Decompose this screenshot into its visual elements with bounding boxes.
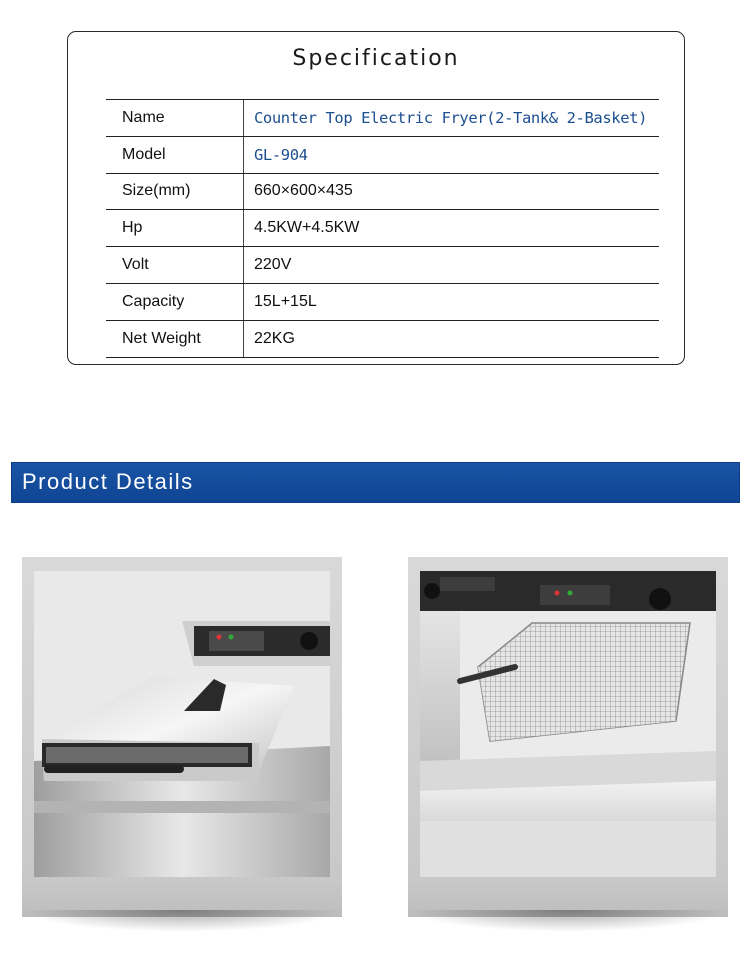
product-details-heading: Product Details: [22, 469, 194, 494]
photo-fryer-with-lid: [22, 557, 342, 917]
spec-row-net-weight: [106, 321, 659, 358]
spec-row-model: [106, 137, 659, 174]
photo-fryer-with-basket: [408, 557, 728, 917]
fryer-lid-illustration: [34, 571, 330, 877]
spec-value: 660×600×435: [254, 182, 353, 200]
spec-row-name: [106, 100, 659, 137]
product-details-banner: [11, 462, 740, 503]
spec-label: Name: [122, 108, 165, 126]
photo-shadow: [22, 910, 342, 932]
spec-value: 22KG: [254, 329, 295, 347]
spec-label: Volt: [122, 256, 149, 274]
spec-value: 15L+15L: [254, 292, 317, 310]
spec-value: 4.5KW+4.5KW: [254, 219, 360, 237]
spec-row-hp: [106, 210, 659, 247]
spec-value: 220V: [254, 256, 292, 274]
spec-label: Capacity: [122, 292, 185, 310]
specification-title: Specification: [292, 46, 460, 71]
spec-row-capacity: [106, 284, 659, 321]
specification-panel: [67, 31, 685, 365]
spec-value: Counter Top Electric Fryer(2-Tank& 2-Basket): [254, 108, 647, 127]
spec-row-volt: [106, 247, 659, 284]
spec-label: Hp: [122, 219, 143, 237]
spec-label: Net Weight: [122, 329, 201, 347]
fryer-basket-illustration: [420, 571, 716, 877]
photo-shadow: [408, 910, 728, 932]
spec-label: Size(mm): [122, 182, 191, 200]
spec-value: GL-904: [254, 145, 308, 164]
spec-label: Model: [122, 145, 166, 163]
specification-table: [106, 99, 659, 358]
spec-row-size: [106, 174, 659, 211]
